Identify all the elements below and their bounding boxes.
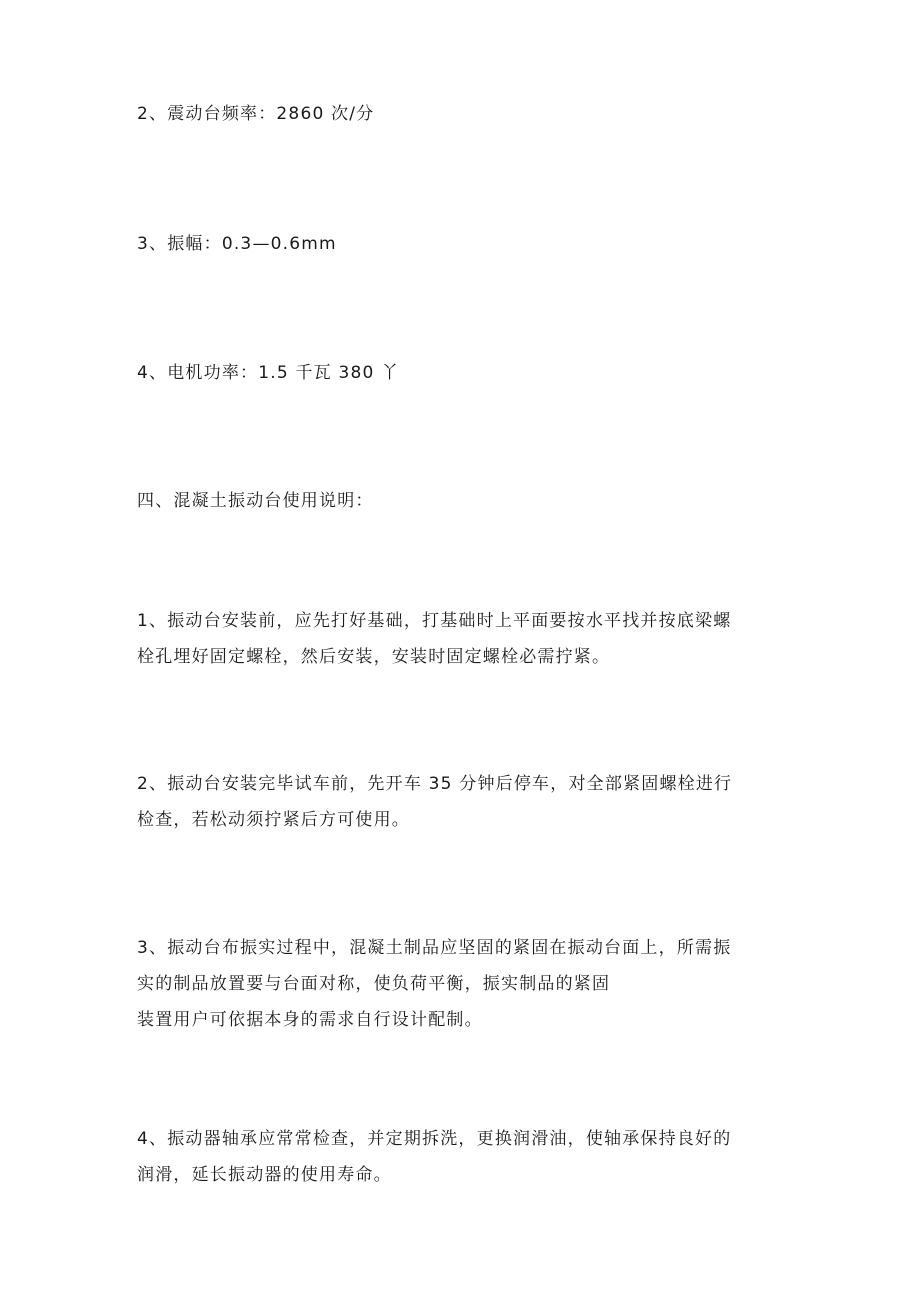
instruction-2-line-1: 2、振动台安装完毕试车前，先开车 35 分钟后停车，对全部紧固螺栓进行: [137, 774, 733, 794]
instruction-3-line-2: 实的制品放置要与台面对称，使负荷平衡，振实制品的紧固: [137, 974, 611, 994]
spec-frequency: [137, 96, 797, 132]
spec-motor-power: [137, 355, 797, 391]
section-heading-text: 四、混凝土振动台使用说明：: [137, 491, 374, 511]
spec-frequency-text: 2、震动台频率：2860 次/分: [137, 104, 375, 124]
spec-amplitude-text: 3、振幅：0.3—0.6mm: [137, 234, 337, 254]
instruction-2-line-2: 检查，若松动须拧紧后方可使用。: [137, 810, 410, 830]
instruction-3-line-3: 装置用户可依据本身的需求自行设计配制。: [137, 1010, 483, 1030]
section-heading: [137, 483, 797, 519]
instruction-item-3: [137, 930, 797, 1038]
instruction-4-line-2: 润滑，延长振动器的使用寿命。: [137, 1165, 392, 1185]
instruction-item-1: [137, 603, 797, 675]
instruction-item-4: [137, 1121, 797, 1193]
spec-amplitude: [137, 226, 797, 262]
instruction-item-2: [137, 766, 797, 838]
instruction-4-line-1: 4、振动器轴承应常常检查，并定期拆洗，更换润滑油，使轴承保持良好的: [137, 1129, 732, 1149]
instruction-1-line-1: 1、振动台安装前，应先打好基础，打基础时上平面要按水平找并按底梁螺: [137, 611, 732, 631]
spec-motor-power-text: 4、电机功率：1.5 千瓦 380 丫: [137, 363, 400, 383]
instruction-1-line-2: 栓孔埋好固定螺栓，然后安装，安装时固定螺栓必需拧紧。: [137, 647, 611, 667]
instruction-3-line-1: 3、振动台布振实过程中，混凝土制品应坚固的紧固在振动台面上，所需振: [137, 938, 732, 958]
